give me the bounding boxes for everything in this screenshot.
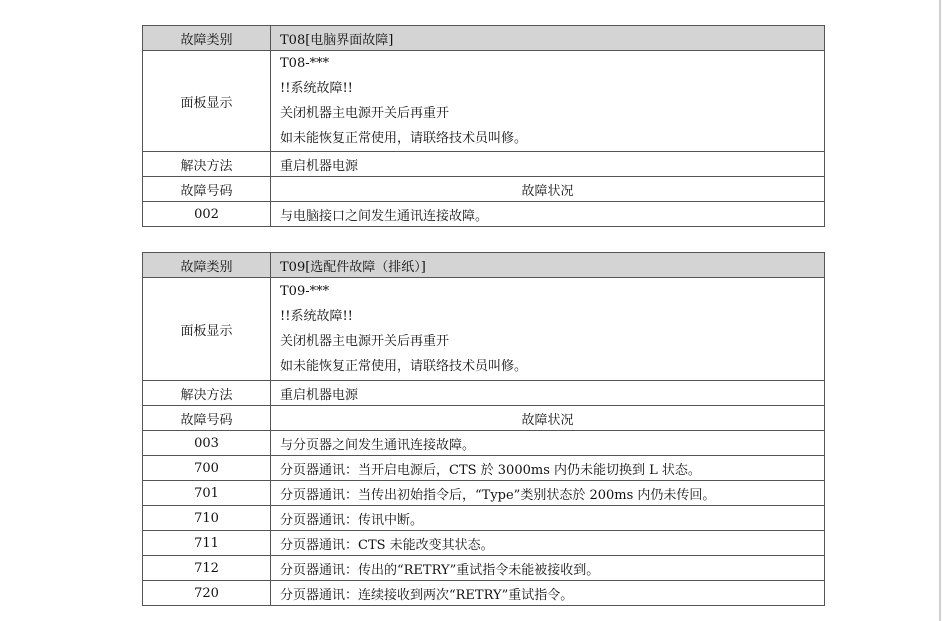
solution-value: 重启机器电源: [271, 381, 825, 406]
category-row: [143, 26, 825, 51]
fault-description: 分页器通讯：传讯中断。: [271, 506, 825, 531]
category-label: 故障类别: [143, 253, 271, 278]
fault-code: 003: [143, 431, 271, 456]
fault-code: 711: [143, 531, 271, 556]
fault-description: 分页器通讯：传出的“RETRY”重试指令未能被接收到。: [271, 556, 825, 581]
category-row: [143, 253, 825, 278]
panel-line: !!系统故障!!: [280, 309, 353, 324]
status-header: 故障状况: [271, 406, 825, 431]
solution-row: [143, 152, 825, 177]
fault-code: 720: [143, 581, 271, 606]
code-header: 故障号码: [143, 177, 271, 202]
solution-row: [143, 381, 825, 406]
panel-display: [271, 278, 825, 381]
panel-display: [271, 51, 825, 152]
panel-line: T09-***: [280, 284, 330, 299]
panel-label: 面板显示: [143, 278, 271, 381]
panel-line: 如未能恢复正常使用，请联络技术员叫修。: [280, 131, 528, 146]
fault-description: 与电脑接口之间发生通讯连接故障。: [271, 202, 825, 227]
code-header: 故障号码: [143, 406, 271, 431]
table-row: [143, 531, 825, 556]
fault-code: 701: [143, 481, 271, 506]
panel-row: [143, 278, 825, 381]
panel-line: 关闭机器主电源开关后再重开: [280, 106, 450, 121]
status-header: 故障状况: [271, 177, 825, 202]
fault-table-t09: [142, 252, 825, 606]
table-row: [143, 506, 825, 531]
solution-label: 解决方法: [143, 381, 271, 406]
table-row: [143, 481, 825, 506]
panel-line: 如未能恢复正常使用，请联络技术员叫修。: [280, 359, 528, 374]
fault-description: 与分页器之间发生通讯连接故障。: [271, 431, 825, 456]
fault-code: 700: [143, 456, 271, 481]
table-row: [143, 556, 825, 581]
solution-value: 重启机器电源: [271, 152, 825, 177]
fault-table-t08: [142, 25, 825, 227]
solution-label: 解决方法: [143, 152, 271, 177]
fault-code: 710: [143, 506, 271, 531]
fault-code: 002: [143, 202, 271, 227]
table-row: [143, 456, 825, 481]
code-header-row: [143, 406, 825, 431]
fault-description: 分页器通讯：当传出初始指令后，“Type”类别状态於 200ms 内仍未传回。: [271, 481, 825, 506]
panel-label: 面板显示: [143, 51, 271, 152]
table-row: [143, 202, 825, 227]
panel-line: 关闭机器主电源开关后再重开: [280, 334, 450, 349]
table-row: [143, 431, 825, 456]
page-edge: [939, 0, 941, 621]
fault-description: 分页器通讯：连续接收到两次“RETRY”重试指令。: [271, 581, 825, 606]
category-value: T08[电脑界面故障]: [271, 26, 825, 51]
fault-description: 分页器通讯：CTS 未能改变其状态。: [271, 531, 825, 556]
panel-line: T08-***: [280, 56, 330, 71]
panel-row: [143, 51, 825, 152]
category-label: 故障类别: [143, 26, 271, 51]
panel-line: !!系统故障!!: [280, 81, 353, 96]
code-header-row: [143, 177, 825, 202]
fault-code: 712: [143, 556, 271, 581]
category-value: T09[选配件故障（排纸）]: [271, 253, 825, 278]
fault-description: 分页器通讯：当开启电源后，CTS 於 3000ms 内仍未能切换到 L 状态。: [271, 456, 825, 481]
table-row: [143, 581, 825, 606]
